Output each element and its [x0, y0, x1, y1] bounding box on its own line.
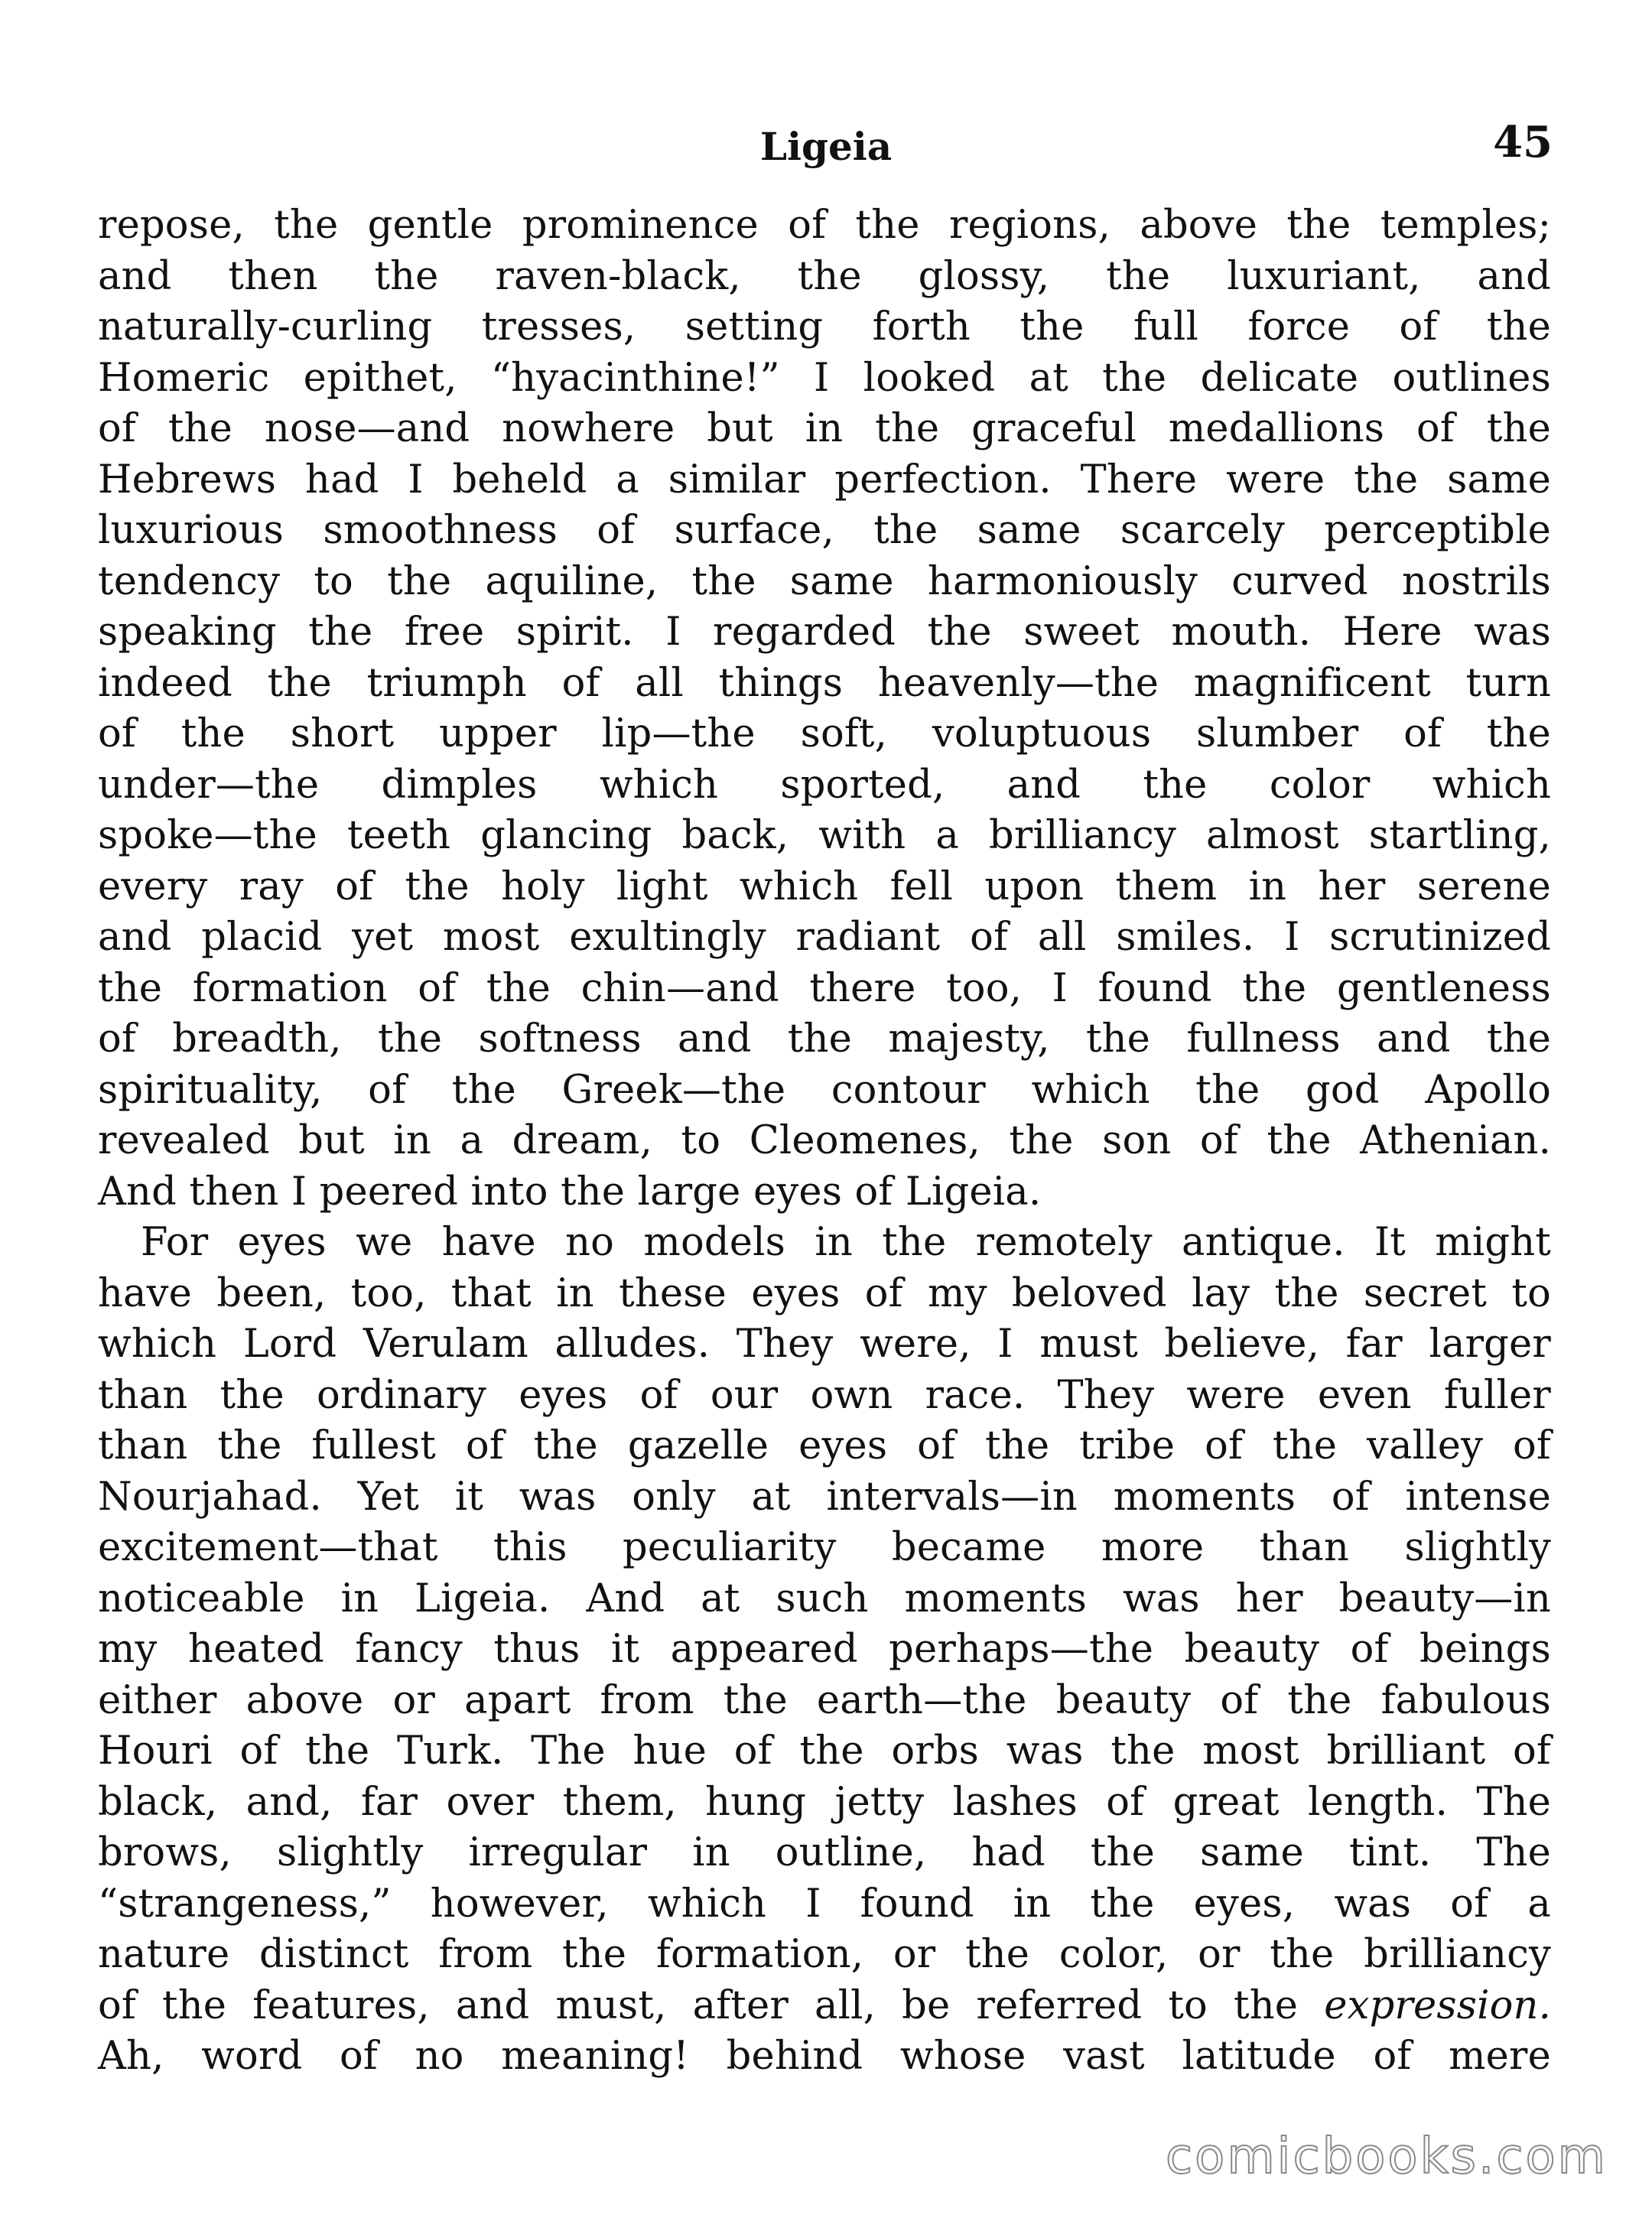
text-line: repose, the gentle prominence of the regions, above the temples;: [98, 203, 1551, 248]
running-head: [99, 116, 1553, 177]
text-line: spoke—the teeth glancing back, with a brilliancy almost startling,: [98, 813, 1551, 858]
text-line: every ray of the holy light which fell upon them in her serene: [98, 863, 1551, 909]
text-line: brows, slightly irregular in outline, had the same tint. The: [98, 1830, 1551, 1875]
running-title: Ligeia: [759, 124, 893, 169]
paragraph-2: [98, 1218, 1551, 2083]
text-line: tendency to the aquiline, the same harmoniously curved nostrils: [98, 558, 1551, 604]
text-line: For eyes we have no models in the remotely antique. It might: [141, 1220, 1551, 1265]
page-number: 45: [1493, 117, 1553, 167]
emphasized-word: expression.: [1324, 1982, 1551, 2028]
text-line: noticeable in Ligeia. And at such moments was her beauty—in: [98, 1576, 1551, 1621]
text-line: nature distinct from the formation, or the color, or the brilliancy: [98, 1932, 1551, 1977]
text-line: the formation of the chin—and there too, I found the gentleness: [98, 965, 1551, 1011]
watermark-logo: comicbooks.com: [1165, 2129, 1608, 2185]
text-line: And then I peered into the large eyes of Ligeia.: [98, 1169, 1042, 1215]
text-line: spirituality, of the Greek—the contour which the god Apollo: [98, 1067, 1551, 1113]
text-line: “strangeness,” however, which I found in the eyes, was of a: [98, 1881, 1551, 1927]
text-line: my heated fancy thus it appeared perhaps—the beauty of beings: [98, 1627, 1551, 1672]
text-line: and placid yet most exultingly radiant of all smiles. I scrutinized: [98, 915, 1551, 960]
text-line: black, and, far over them, hung jetty lashes of great length. The: [98, 1779, 1551, 1825]
text-line: either above or apart from the earth—the beauty of the fabulous: [98, 1677, 1551, 1723]
text-line: Hebrews had I beheld a similar perfection. There were the same: [98, 457, 1551, 502]
text-line: under—the dimples which sported, and the color which: [98, 762, 1551, 808]
text-line: than the ordinary eyes of our own race. They were even fuller: [98, 1372, 1551, 1418]
text-line: indeed the triumph of all things heavenly—the magnificent turn: [98, 660, 1551, 706]
text-line: of breadth, the softness and the majesty, the fullness and the: [98, 1016, 1551, 1062]
text-line: Houri of the Turk. The hue of the orbs was the most brilliant of: [98, 1729, 1551, 1774]
text-line: Nourjahad. Yet it was only at intervals—in moments of intense: [98, 1474, 1551, 1520]
text-run: of the features, and must, after all, be referred to the: [98, 1982, 1299, 2028]
text-line: speaking the free spirit. I regarded the sweet mouth. Here was: [98, 610, 1551, 655]
text-line: which Lord Verulam alludes. They were, I must believe, far larger: [98, 1322, 1551, 1367]
text-line-with-emphasis: [98, 1981, 1551, 2032]
text-line: of the short upper lip—the soft, voluptuous slumber of the: [98, 711, 1551, 756]
text-line: Homeric epithet, “hyacinthine!” I looked at the delicate outlines: [98, 355, 1551, 401]
body-text: [98, 200, 1551, 2083]
text-line: than the fullest of the gazelle eyes of the tribe of the valley of: [98, 1423, 1551, 1468]
text-line: excitement—that this peculiarity became more than slightly: [98, 1525, 1551, 1570]
text-line: of the nose—and nowhere but in the graceful medallions of the: [98, 406, 1551, 451]
text-line: revealed but in a dream, to Cleomenes, the son of the Athenian.: [98, 1118, 1551, 1163]
paragraph-1: [98, 200, 1551, 1218]
text-line: naturally-curling tresses, setting forth the full force of the: [98, 304, 1551, 350]
text-line: luxurious smoothness of surface, the same scarcely perceptible: [98, 508, 1551, 553]
text-line: Ah, word of no meaning! behind whose vast latitude of mere: [98, 2034, 1551, 2079]
text-line: have been, too, that in these eyes of my beloved lay the secret to: [98, 1270, 1551, 1316]
text-line: and then the raven-black, the glossy, the luxuriant, and: [98, 253, 1551, 299]
